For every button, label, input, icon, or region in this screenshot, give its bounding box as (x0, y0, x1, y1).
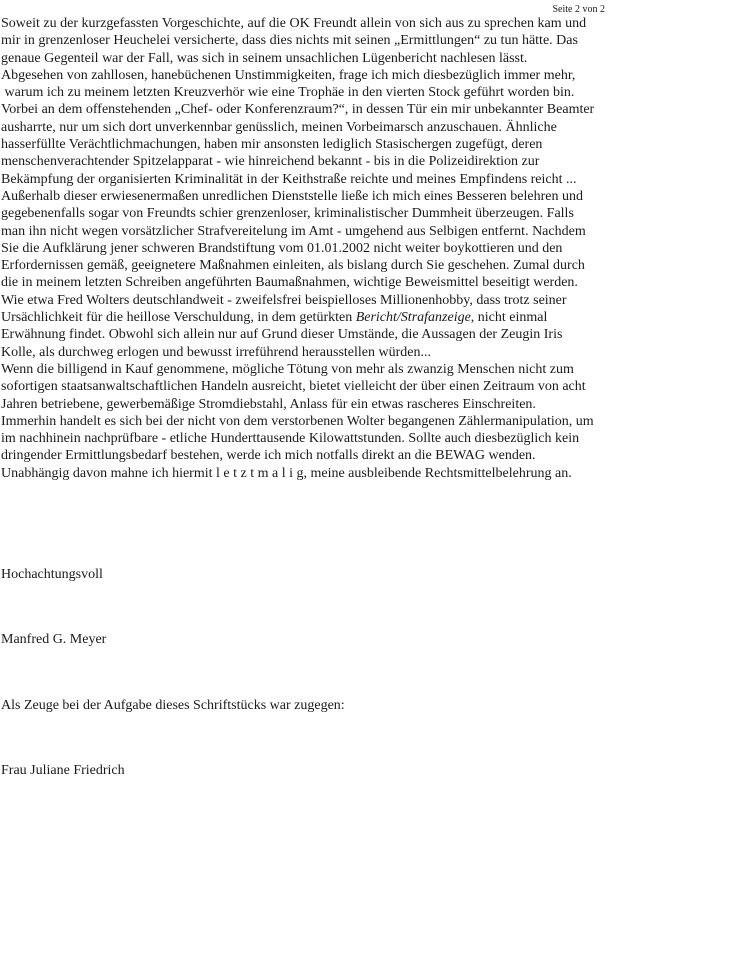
author-name: Manfred G. Meyer (1, 632, 107, 647)
text-line: die in meinem letzten Schreiben angeführten Baumaßnahmen, wichtige Beweismittel beseitigt werden. (1, 275, 578, 291)
text-line: Erfordernissen gemäß, geeignetere Maßnahmen einleiten, als bislang durch Sie geschehen. Zumal durch (1, 258, 585, 274)
text-line: Abgesehen von zahllosen, hanebüchenen Unstimmigkeiten, frage ich mich diesbezüglich immer mehr, (1, 67, 576, 83)
paragraph-department (1, 188, 605, 292)
text-line: sofortigen staatsanwaltschaftlichen Handeln ausreicht, bietet vielleicht der über einen Zeitraum von acht (1, 379, 586, 395)
paragraph-power-theft (1, 361, 605, 465)
letter-body (1, 15, 605, 482)
text-line: Bekämpfung der organisierten Kriminalität in der Keithstraße reichte und meines Empfindens reicht ... (1, 171, 577, 187)
text-line: Vorbei an dem offenstehenden „Chef- oder Konferenzraum?“, in dessen Tür ein mir unbekannter Beamter (1, 102, 595, 118)
paragraph-final-demand (1, 465, 605, 482)
closing-greeting: Hochachtungsvoll (1, 567, 103, 582)
text-line: hasserfüllte Verächtlichmachungen, haben mir ansonsten lediglich Stasischergen zugefügt, deren (1, 137, 543, 153)
text-line: menschenverachtender Spitzelapparat - wie hinreichend bekannt - bis in die Polizeidirektion zur (1, 154, 540, 170)
text-line: genaue Gegenteil war der Fall, was sich in seinem unsachlichen Lügenbericht nachlesen lässt. (1, 50, 528, 66)
text-line: Soweit zu der kurzgefassten Vorgeschichte, auf die OK Freundt allein von sich aus zu sprechen kam und (1, 16, 587, 31)
page-number: Seite 2 von 2 (552, 4, 605, 15)
text-line: Immerhin handelt es sich bei der nicht von dem verstorbenen Wolter begangenen Zählermanipulation, um (1, 413, 594, 429)
paragraph-wolters-hobby (1, 292, 605, 361)
text-line (1, 309, 605, 326)
text-line: warum ich zu meinem letzten Kreuzverhör wie eine Trophäe in den vierten Stock geführt worden bin. (1, 85, 575, 101)
paragraph-background-summary (1, 15, 605, 67)
text-line: Außerhalb dieser erwiesenermaßen unredlichen Dienststelle ließe ich mich eines Besseren belehren und (1, 188, 583, 204)
text-segment: Ursächlichkeit für die heillose Verschuldung, in dem getürkten (1, 310, 356, 326)
text-line: dringender Ermittlungsbedarf bestehen, werde ich mich notfalls direkt an die BEWAG wenden. (1, 448, 536, 464)
text-line: Wenn die billigend in Kauf genommene, mögliche Tötung von mehr als zwanzig Menschen nicht zum (1, 361, 574, 377)
text-line: ausharrte, nur um sich dort unverkennbar genüsslich, meinen Vorbeimarsch anzuschauen. Ähnliche (1, 119, 557, 135)
witness-name: Frau Juliane Friedrich (1, 763, 125, 778)
text-line: Sie die Aufklärung jener schweren Brandstiftung vom 01.01.2002 nicht weiter boykottieren und den (1, 240, 563, 256)
report-title-italic: Bericht/Strafanzeige (355, 310, 471, 326)
text-line: im nachhinein nachprüfbare - etliche Hunderttausende Kilowattstunden. Sollte auch diesbezüglich kein (1, 431, 580, 447)
witness-note: Als Zeuge bei der Aufgabe dieses Schriftstücks war zugegen: (1, 698, 345, 713)
paragraph-interrogation (1, 67, 605, 188)
text-line: mir in grenzenloser Heuchelei versicherte, dass dies nichts mit seinen „Ermittlungen“ zu tun hätte. Das (1, 33, 578, 49)
text-line: Erwähnung findet. Obwohl sich allein nur auf Grund dieser Umstände, die Aussagen der Zeugin Iris (1, 327, 563, 343)
text-segment: , nicht einmal (470, 310, 548, 326)
text-line: Kolle, als durchweg erlogen und bewusst irreführend herausstellen würden... (1, 344, 431, 360)
text-line: Wie etwa Fred Wolters deutschlandweit - zweifelsfrei beispielloses Millionenhobby, dass trotz seiner (1, 292, 567, 308)
text-line: Unabhängig davon mahne ich hiermit l e t z t m a l i g, meine ausbleibende Rechtsmittelbelehrung an. (1, 465, 572, 481)
text-line: man ihn nicht wegen vorsätzlicher Strafvereitelung im Amt - umgehend aus Selbigen entfernt. Nachdem (1, 223, 586, 239)
text-line: gegebenenfalls sogar von Freundts schier grenzenloser, kriminalistischer Dummheit überzeugen. Falls (1, 206, 574, 222)
text-line: Jahren betriebene, gewerbemäßige Stromdiebstahl, Anlass für ein etwas rascheres Einschreiten. (1, 396, 536, 412)
